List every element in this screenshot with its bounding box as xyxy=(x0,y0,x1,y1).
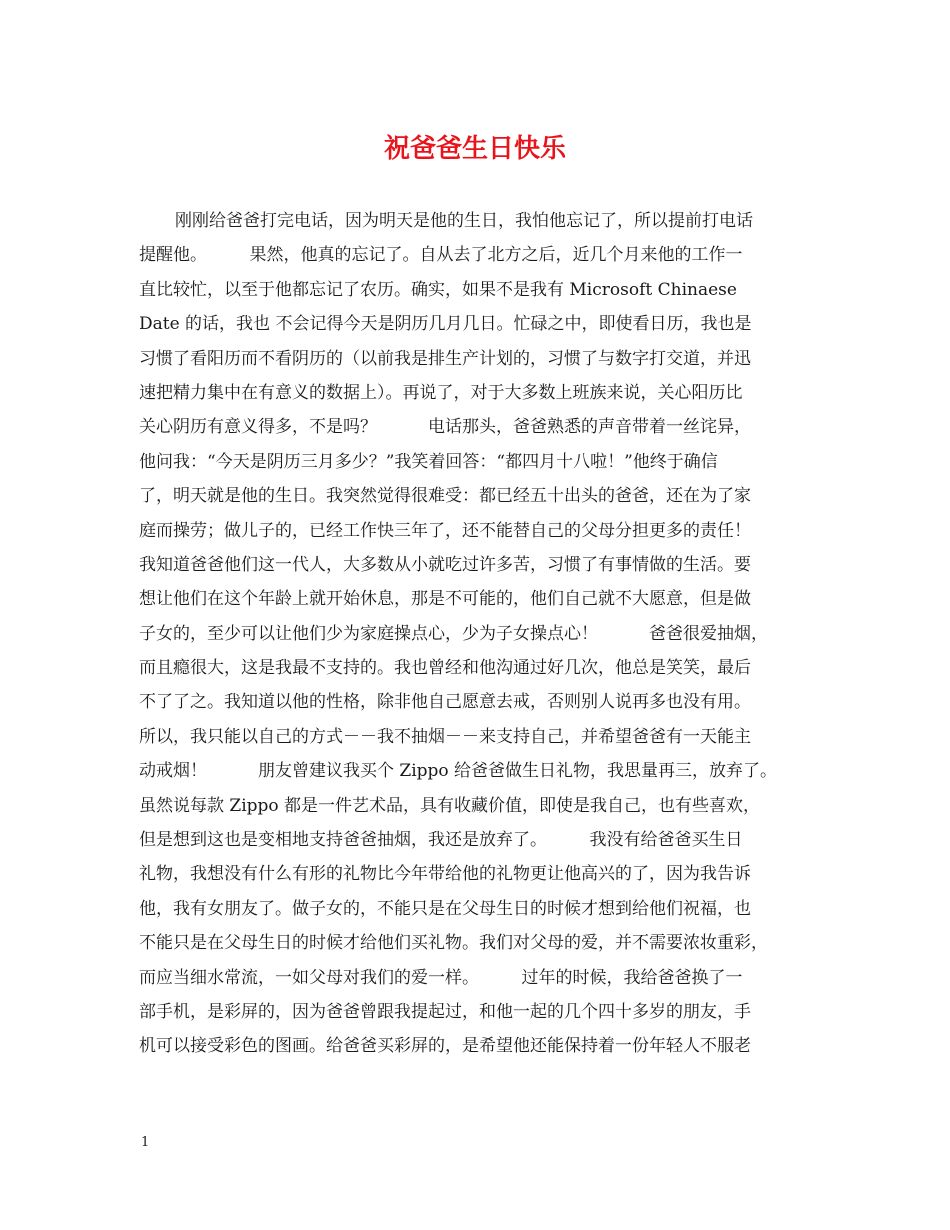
document-title: 祝爸爸生日快乐 xyxy=(383,134,566,164)
page-number: 1 xyxy=(141,1135,150,1150)
body-line: 庭而操劳；做儿子的，已经工作快三年了，还不能替自己的父母分担更多的责任！ xyxy=(139,520,751,541)
body-line: 他，我有女朋友了。做子女的，不能只是在父母生日的时候才想到给他们祝福，也 xyxy=(139,898,751,919)
body-line: 他问我：“今天是阴历三月多少？”我笑着回答：“都四月十八啦！”他终于确信 xyxy=(139,451,718,472)
body-line: 想让他们在这个年龄上就开始休息，那是不可能的，他们自己就不大愿意，但是做 xyxy=(139,589,751,610)
body-line: 虽然说每款 Zippo 都是一件艺术品，具有收藏价值，即使是我自己，也有些喜欢， xyxy=(139,795,761,816)
body-line: 机可以接受彩色的图画。给爸爸买彩屏的，是希望他还能保持着一份年轻人不服老 xyxy=(139,1036,751,1057)
body-line: 但是想到这也是变相地支持爸爸抽烟，我还是放弃了。 我没有给爸爸买生日 xyxy=(139,830,743,851)
body-line: 速把精力集中在有意义的数据上）。再说了，对于大多数上班族来说，关心阳历比 xyxy=(139,382,743,403)
document-body xyxy=(139,204,829,1064)
body-line: 礼物，我想没有什么有形的礼物比今年带给他的礼物更让他高兴的了，因为我告诉 xyxy=(139,864,751,885)
body-line: 直比较忙，以至于他都忘记了农历。确实，如果不是我有 Microsoft Chinaese xyxy=(139,279,737,300)
body-line: 不能只是在父母生日的时候才给他们买礼物。我们对父母的爱，并不需要浓妆重彩， xyxy=(139,933,768,954)
body-line: 习惯了看阳历而不看阴历的（以前我是排生产计划的，习惯了与数字打交道，并迅 xyxy=(139,348,751,369)
body-line: 所以，我只能以自己的方式－－我不抽烟－－来支持自己，并希望爸爸有一天能主 xyxy=(139,726,751,747)
body-line: 不了了之。我知道以他的性格，除非他自己愿意去戒，否则别人说再多也没有用。 xyxy=(139,692,751,713)
body-line: 我知道爸爸他们这一代人，大多数从小就吃过许多苦，习惯了有事情做的生活。要 xyxy=(139,554,751,575)
body-line: 子女的，至少可以让他们少为家庭操点心，少为子女操点心！ 爸爸很爱抽烟， xyxy=(139,623,768,644)
body-line: 关心阴历有意义得多，不是吗？ 电话那头，爸爸熟悉的声音带着一丝诧异， xyxy=(139,417,751,438)
body-line: Date 的话，我也 不会记得今天是阴历几月几日。忙碌之中，即使看日历，我也是 xyxy=(139,314,752,335)
body-line: 刚刚给爸爸打完电话，因为明天是他的生日，我怕他忘记了，所以提前打电话 xyxy=(175,211,753,231)
body-line: 动戒烟！ 朋友曾建议我买个 Zippo 给爸爸做生日礼物，我思量再三，放弃了。 xyxy=(139,761,778,782)
body-line: 而且瘾很大，这是我最不支持的。我也曾经和他沟通过好几次，他总是笑笑，最后 xyxy=(139,658,751,679)
body-line: 提醒他。 果然，他真的忘记了。自从去了北方之后，近几个月来他的工作一 xyxy=(139,245,743,266)
body-line: 部手机，是彩屏的，因为爸爸曾跟我提起过，和他一起的几个四十多岁的朋友，手 xyxy=(139,1001,751,1022)
body-line: 了，明天就是他的生日。我突然觉得很难受：都已经五十出头的爸爸，还在为了家 xyxy=(139,486,751,507)
body-line: 而应当细水常流，一如父母对我们的爱一样。 过年的时候，我给爸爸换了一 xyxy=(139,967,743,988)
